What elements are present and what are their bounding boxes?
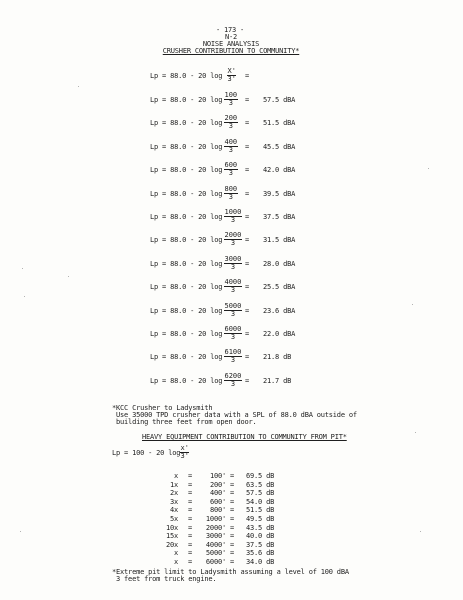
formula-prefix: Lp = 88.0 - 20 log: [150, 72, 223, 80]
crusher-note-line: Use 35000 TPD crusher data with a SPL of 88.0 dBA outside of: [112, 411, 357, 419]
multiplier-cell: 3x: [169, 498, 178, 506]
fraction-denominator: 3: [230, 380, 236, 388]
formula-prefix: Lp = 88.0 - 20 log: [150, 166, 223, 174]
distance-cell: 5000': [205, 549, 226, 557]
formula-prefix: Lp = 88.0 - 20 log: [150, 96, 223, 104]
formula-fraction: [224, 326, 242, 341]
fraction-numerator: 6200: [224, 372, 242, 380]
equals-sign: =: [245, 236, 250, 244]
multiplier-cell: 20x: [165, 541, 178, 549]
formula-prefix: Lp = 88.0 - 20 log: [150, 330, 223, 338]
result-cell: 43.5 dB: [246, 524, 275, 532]
result-value: 39.5 dBA: [263, 190, 296, 198]
page-title: NOISE ANALYSIS: [202, 40, 260, 48]
equals-sign: =: [230, 489, 235, 497]
scan-speck: [22, 268, 23, 269]
formula-fraction: [227, 68, 236, 83]
equals-sign: =: [188, 549, 193, 557]
formula-fraction: [224, 186, 238, 201]
equals-sign: =: [230, 481, 235, 489]
fraction-numerator: 5000: [224, 302, 242, 310]
distance-cell: 200': [209, 481, 226, 489]
fraction-denominator: 3': [227, 75, 236, 83]
formula-prefix: Lp = 88.0 - 20 log: [150, 260, 223, 268]
equals-sign: =: [230, 506, 235, 514]
result-value: 57.5 dBA: [263, 96, 296, 104]
heavy-note-line: 3 feet from truck engine.: [112, 575, 217, 583]
equals-sign: =: [188, 498, 193, 506]
equals-sign: =: [188, 524, 193, 532]
fraction-denominator: 3: [230, 239, 236, 247]
equals-sign: =: [245, 72, 250, 80]
equals-sign: =: [230, 472, 235, 480]
equals-sign: =: [230, 515, 235, 523]
equals-sign: =: [188, 541, 193, 549]
equals-sign: =: [245, 377, 250, 385]
formula-fraction: [224, 373, 242, 388]
heavy-note-line: *Extreme pit limit to Ladysmith assuming a level of 100 dBA: [112, 568, 349, 576]
fraction-denominator: 3: [230, 310, 236, 318]
multiplier-cell: 10x: [165, 524, 178, 532]
distance-cell: 800': [209, 506, 226, 514]
formula-prefix: Lp = 88.0 - 20 log: [150, 190, 223, 198]
formula-fraction: [224, 232, 242, 247]
formula-fraction: [224, 209, 242, 224]
multiplier-cell: 15x: [165, 532, 178, 540]
result-cell: 35.6 dB: [246, 549, 275, 557]
scan-speck: [24, 296, 25, 297]
equals-sign: =: [245, 143, 250, 151]
fraction-denominator: 3: [230, 333, 236, 341]
result-value: 21.7 dB: [263, 377, 292, 385]
result-cell: 51.5 dB: [246, 506, 275, 514]
result-value: 51.5 dBA: [263, 119, 296, 127]
fraction-denominator: 3: [230, 356, 236, 364]
multiplier-cell: x: [173, 472, 178, 480]
crusher-section-title: CRUSHER CONTRIBUTION TO COMMUNITY*: [162, 47, 300, 55]
scan-speck: [20, 531, 21, 532]
formula-prefix: Lp = 88.0 - 20 log: [150, 307, 223, 315]
formula-fraction: [224, 279, 242, 294]
page-number: - 173 -: [215, 26, 245, 34]
equals-sign: =: [188, 558, 193, 566]
equals-sign: =: [188, 489, 193, 497]
distance-cell: 600': [209, 498, 226, 506]
formula-fraction: [224, 349, 242, 364]
fraction-denominator: 3: [228, 99, 233, 107]
equals-sign: =: [188, 472, 193, 480]
fraction-denominator: 3: [228, 193, 233, 201]
result-value: 42.0 dBA: [263, 166, 296, 174]
formula-fraction: [224, 115, 238, 130]
equals-sign: =: [245, 213, 250, 221]
result-cell: 63.5 dB: [246, 481, 275, 489]
equals-sign: =: [245, 330, 250, 338]
equals-sign: =: [188, 481, 193, 489]
distance-cell: 2000': [205, 524, 226, 532]
result-value: 37.5 dBA: [263, 213, 296, 221]
result-cell: 49.5 dB: [246, 515, 275, 523]
fraction-denominator: 3: [230, 286, 236, 294]
fraction-numerator: 600: [224, 161, 238, 169]
formula-prefix: Lp = 88.0 - 20 log: [150, 236, 223, 244]
fraction-denominator: 3: [228, 122, 233, 130]
result-cell: 34.0 dB: [246, 558, 275, 566]
equals-sign: =: [245, 166, 250, 174]
formula-prefix: Lp = 100 - 20 log: [112, 449, 181, 457]
result-value: 31.5 dBA: [263, 236, 296, 244]
fraction-numerator: X': [227, 67, 236, 75]
distance-cell: 1000': [205, 515, 226, 523]
scan-speck: [428, 168, 429, 169]
equals-sign: =: [245, 283, 250, 291]
multiplier-cell: 2x: [169, 489, 178, 497]
scan-speck: [68, 276, 69, 277]
multiplier-cell: 1x: [169, 481, 178, 489]
distance-cell: 400': [209, 489, 226, 497]
formula-prefix: Lp = 88.0 - 20 log: [150, 213, 223, 221]
result-cell: 57.5 dB: [246, 489, 275, 497]
formula-fraction: [224, 162, 238, 177]
equals-sign: =: [230, 541, 235, 549]
equals-sign: =: [245, 353, 250, 361]
equals-sign: =: [245, 307, 250, 315]
equals-sign: =: [188, 515, 193, 523]
result-value: 45.5 dBA: [263, 143, 296, 151]
fraction-denominator: 3': [180, 452, 189, 460]
fraction-denominator: 3: [230, 216, 236, 224]
formula-prefix: Lp = 88.0 - 20 log: [150, 119, 223, 127]
result-cell: 37.5 dB: [246, 541, 275, 549]
multiplier-cell: x: [173, 558, 178, 566]
equals-sign: =: [230, 558, 235, 566]
fraction-denominator: 3: [228, 169, 233, 177]
equals-sign: =: [230, 498, 235, 506]
fraction-numerator: 6000: [224, 325, 242, 333]
distance-cell: 3000': [205, 532, 226, 540]
distance-cell: 100': [209, 472, 226, 480]
equals-sign: =: [230, 524, 235, 532]
result-value: 23.6 dBA: [263, 307, 296, 315]
equals-sign: =: [230, 549, 235, 557]
equals-sign: =: [245, 119, 250, 127]
fraction-numerator: 3000: [224, 255, 242, 263]
formula-prefix: Lp = 88.0 - 20 log: [150, 283, 223, 291]
crusher-note-line: *KCC Crusher to Ladysmith: [112, 404, 213, 412]
formula-fraction: [224, 256, 242, 271]
equals-sign: =: [188, 532, 193, 540]
result-cell: 69.5 dB: [246, 472, 275, 480]
fraction-numerator: 200: [224, 114, 238, 122]
fraction-numerator: 4000: [224, 278, 242, 286]
formula-fraction: [224, 303, 242, 318]
result-cell: 40.0 dB: [246, 532, 275, 540]
scan-speck: [78, 86, 79, 87]
fraction-denominator: 3: [228, 146, 233, 154]
fraction-numerator: 6100: [224, 348, 242, 356]
result-value: 21.8 dB: [263, 353, 292, 361]
formula-prefix: Lp = 88.0 - 20 log: [150, 377, 223, 385]
equals-sign: =: [245, 96, 250, 104]
fraction-numerator: 1000: [224, 208, 242, 216]
multiplier-cell: 4x: [169, 506, 178, 514]
result-value: 25.5 dBA: [263, 283, 296, 291]
formula-fraction: [224, 139, 238, 154]
fraction-numerator: 2000: [224, 231, 242, 239]
formula-prefix: Lp = 88.0 - 20 log: [150, 143, 223, 151]
formula-fraction: [224, 92, 238, 107]
fraction-numerator: 100: [224, 91, 238, 99]
fraction-numerator: 800: [224, 185, 238, 193]
scan-speck: [420, 531, 421, 532]
distance-cell: 4000': [205, 541, 226, 549]
result-value: 28.0 dBA: [263, 260, 296, 268]
equals-sign: =: [245, 260, 250, 268]
equals-sign: =: [230, 532, 235, 540]
multiplier-cell: x: [173, 549, 178, 557]
crusher-note-line: building three feet from open door.: [112, 418, 257, 426]
scan-speck: [412, 304, 413, 305]
distance-cell: 6000': [205, 558, 226, 566]
fraction-denominator: 3: [230, 263, 236, 271]
equals-sign: =: [188, 506, 193, 514]
fraction-numerator: 400: [224, 138, 238, 146]
heavy-section-title: HEAVY EQUIPMENT CONTRIBUTION TO COMMUNITY FROM PIT*: [142, 433, 347, 441]
result-value: 22.0 dBA: [263, 330, 296, 338]
equals-sign: =: [245, 190, 250, 198]
scan-speck: [415, 432, 416, 433]
result-cell: 54.0 dB: [246, 498, 275, 506]
formula-prefix: Lp = 88.0 - 20 log: [150, 353, 223, 361]
section-label: N-2: [224, 33, 238, 41]
formula-fraction: [180, 445, 189, 460]
fraction-numerator: x': [180, 444, 189, 452]
multiplier-cell: 5x: [169, 515, 178, 523]
